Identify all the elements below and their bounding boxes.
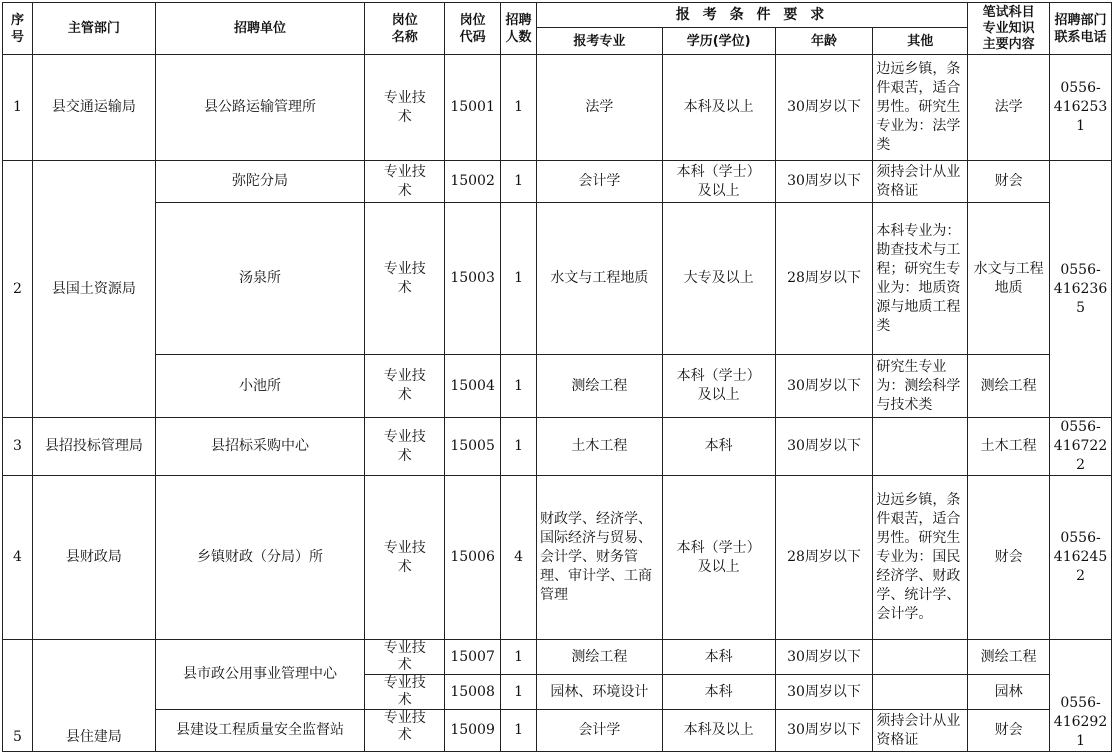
phone-cell: 0556- 4162921 — [1050, 640, 1112, 752]
edu-cell: 本科及以上 — [662, 55, 775, 161]
edu-cell: 本科 — [662, 418, 775, 476]
post-cell: 专业技术 — [365, 55, 445, 161]
phone-cell: 0556- 4162531 — [1050, 55, 1112, 161]
header-education: 学历(学位) — [662, 28, 775, 55]
major-cell: 会计学 — [537, 710, 663, 752]
post-cell: 专业技术 — [365, 161, 445, 203]
dept-cell: 县住建局 — [32, 640, 155, 752]
age-cell: 30周岁以下 — [775, 55, 873, 161]
dept-cell: 县招投标管理局 — [32, 418, 155, 476]
exam-cell: 测绘工程 — [968, 640, 1050, 675]
major-cell: 测绘工程 — [537, 640, 663, 675]
post-cell: 专业技术 — [365, 203, 445, 355]
exam-cell: 水文与工程地质 — [968, 203, 1050, 355]
phone-cell: 0556- 4167222 — [1050, 418, 1112, 476]
table-row — [3, 55, 1112, 161]
exam-cell: 园林 — [968, 675, 1050, 710]
age-cell: 30周岁以下 — [775, 355, 873, 418]
exam-cell: 测绘工程 — [968, 355, 1050, 418]
header-major: 报考专业 — [537, 28, 663, 55]
edu-cell: 本科（学士）及以上 — [662, 161, 775, 203]
post-cell: 专业技术 — [365, 640, 445, 675]
exam-cell: 财会 — [968, 710, 1050, 752]
seq-cell: 1 — [3, 55, 33, 161]
dept-cell: 县国土资源局 — [32, 161, 155, 418]
unit-cell: 县招标采购中心 — [155, 418, 365, 476]
edu-cell: 本科 — [662, 675, 775, 710]
table-row — [3, 203, 1112, 355]
unit-cell: 县公路运输管理所 — [155, 55, 365, 161]
major-cell: 法学 — [537, 55, 663, 161]
count-cell: 1 — [501, 161, 537, 203]
unit-cell: 乡镇财政（分局）所 — [155, 476, 365, 640]
recruitment-table — [2, 2, 1112, 752]
age-cell: 30周岁以下 — [775, 161, 873, 203]
other-cell: 须持会计从业资格证 — [873, 161, 968, 203]
header-post-code: 岗位 代码 — [445, 3, 501, 55]
major-cell: 水文与工程地质 — [537, 203, 663, 355]
code-cell: 15008 — [445, 675, 501, 710]
age-cell: 30周岁以下 — [775, 710, 873, 752]
count-cell: 1 — [501, 418, 537, 476]
header-age: 年龄 — [775, 28, 873, 55]
phone-cell: 0556- 4162365 — [1050, 161, 1112, 418]
post-cell: 专业技术 — [365, 675, 445, 710]
other-cell: 本科专业为：勘查技术与工程；研究生专业为：地质资源与地质工程类 — [873, 203, 968, 355]
other-cell: 研究生专业为：测绘科学与技术类 — [873, 355, 968, 418]
count-cell: 1 — [501, 710, 537, 752]
code-cell: 15007 — [445, 640, 501, 675]
count-cell: 1 — [501, 203, 537, 355]
code-cell: 15001 — [445, 55, 501, 161]
other-cell — [873, 418, 968, 476]
code-cell: 15006 — [445, 476, 501, 640]
post-cell: 专业技术 — [365, 418, 445, 476]
header-count: 招聘 人数 — [501, 3, 537, 55]
header-other: 其他 — [873, 28, 968, 55]
table-row — [3, 161, 1112, 203]
seq-cell: 4 — [3, 476, 33, 640]
post-cell: 专业技术 — [365, 476, 445, 640]
other-cell — [873, 640, 968, 675]
other-cell — [873, 675, 968, 710]
seq-cell: 3 — [3, 418, 33, 476]
exam-cell: 财会 — [968, 161, 1050, 203]
header-requirements: 报 考 条 件 要 求 — [537, 3, 968, 28]
phone-cell: 0556- 4162452 — [1050, 476, 1112, 640]
unit-cell: 弥陀分局 — [155, 161, 365, 203]
age-cell: 30周岁以下 — [775, 675, 873, 710]
header-dept: 主管部门 — [32, 3, 155, 55]
major-cell: 会计学 — [537, 161, 663, 203]
exam-cell: 法学 — [968, 55, 1050, 161]
seq-cell: 5 — [3, 640, 33, 752]
dept-cell: 县交通运输局 — [32, 55, 155, 161]
seq-cell: 2 — [3, 161, 33, 418]
other-cell: 边远乡镇，条件艰苦，适合男性。研究生专业为：法学类 — [873, 55, 968, 161]
table-row — [3, 355, 1112, 418]
header-row-1 — [3, 3, 1112, 28]
header-seq: 序 号 — [3, 3, 33, 55]
code-cell: 15009 — [445, 710, 501, 752]
unit-cell: 小池所 — [155, 355, 365, 418]
header-post-name: 岗位 名称 — [365, 3, 445, 55]
code-cell: 15003 — [445, 203, 501, 355]
count-cell: 1 — [501, 640, 537, 675]
post-cell: 专业技术 — [365, 710, 445, 752]
code-cell: 15005 — [445, 418, 501, 476]
edu-cell: 本科及以上 — [662, 710, 775, 752]
header-exam: 笔试科目 专业知识 主要内容 — [968, 3, 1050, 55]
unit-cell: 县市政公用事业管理中心 — [155, 640, 365, 710]
unit-cell: 县建设工程质量安全监督站 — [155, 710, 365, 752]
table-row — [3, 640, 1112, 675]
edu-cell: 本科 — [662, 640, 775, 675]
age-cell: 28周岁以下 — [775, 476, 873, 640]
edu-cell: 本科（学士）及以上 — [662, 355, 775, 418]
table-row — [3, 418, 1112, 476]
major-cell: 园林、环境设计 — [537, 675, 663, 710]
table-row — [3, 476, 1112, 640]
other-cell: 须持会计从业资格证 — [873, 710, 968, 752]
major-cell: 财政学、经济学、国际经济与贸易、会计学、财务管理、审计学、工商管理 — [537, 476, 663, 640]
other-cell: 边远乡镇，条件艰苦，适合男性。研究生专业为：国民经济学、财政学、统计学、会计学。 — [873, 476, 968, 640]
exam-cell: 财会 — [968, 476, 1050, 640]
post-cell: 专业技术 — [365, 355, 445, 418]
age-cell: 28周岁以下 — [775, 203, 873, 355]
edu-cell: 本科（学士）及以上 — [662, 476, 775, 640]
header-unit: 招聘单位 — [155, 3, 365, 55]
code-cell: 15002 — [445, 161, 501, 203]
code-cell: 15004 — [445, 355, 501, 418]
major-cell: 测绘工程 — [537, 355, 663, 418]
exam-cell: 土木工程 — [968, 418, 1050, 476]
count-cell: 4 — [501, 476, 537, 640]
dept-cell: 县财政局 — [32, 476, 155, 640]
count-cell: 1 — [501, 355, 537, 418]
age-cell: 30周岁以下 — [775, 418, 873, 476]
count-cell: 1 — [501, 55, 537, 161]
edu-cell: 大专及以上 — [662, 203, 775, 355]
count-cell: 1 — [501, 675, 537, 710]
age-cell: 30周岁以下 — [775, 640, 873, 675]
major-cell: 土木工程 — [537, 418, 663, 476]
unit-cell: 汤泉所 — [155, 203, 365, 355]
table-row — [3, 710, 1112, 752]
header-phone: 招聘部门 联系电话 — [1050, 3, 1112, 55]
